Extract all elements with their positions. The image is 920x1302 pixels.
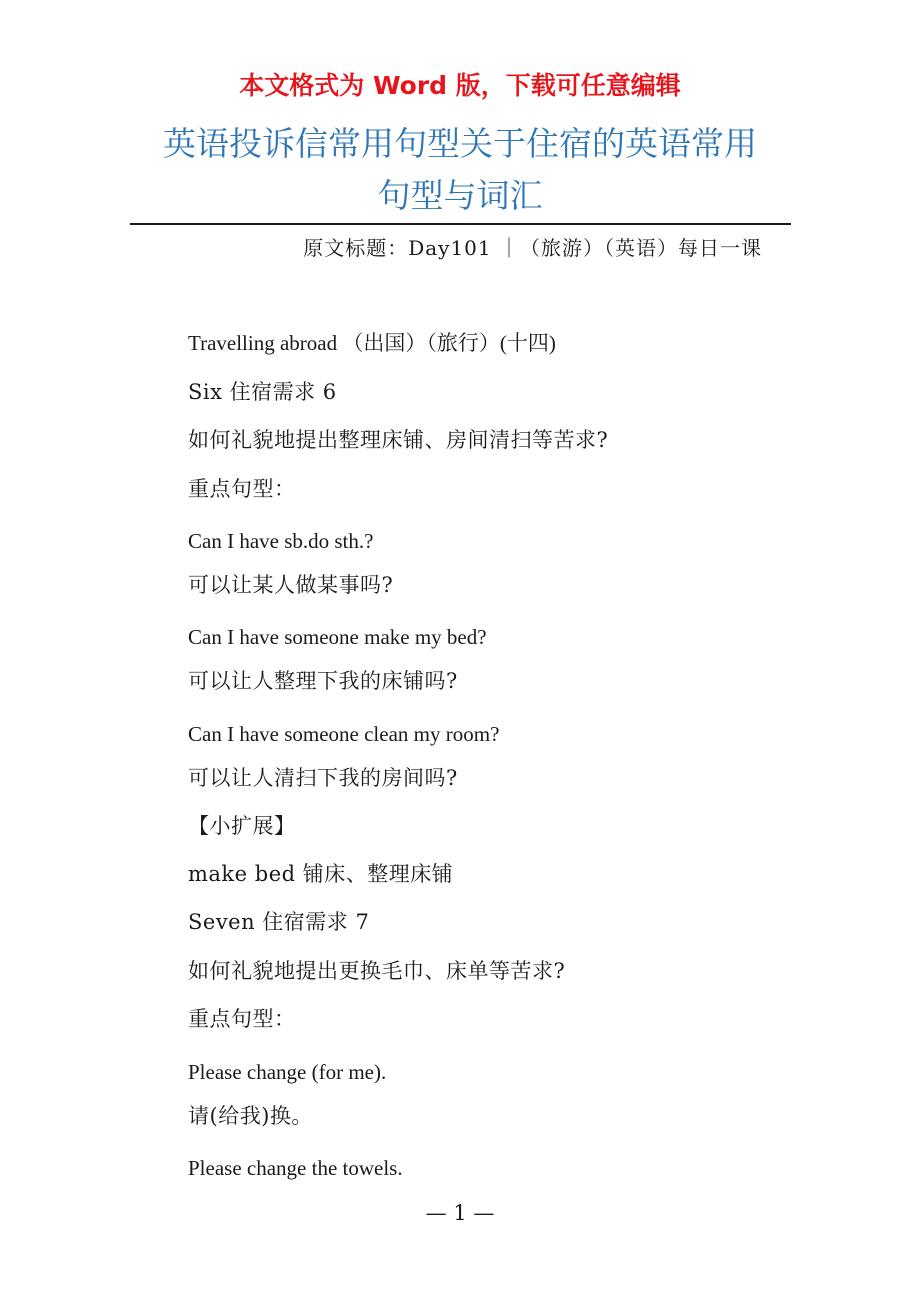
paragraph-line: 可以让某人做某事吗? xyxy=(188,573,394,597)
paragraph-line: make bed 铺床、整理床铺 xyxy=(188,862,454,886)
title-line-2: 句型与词汇 xyxy=(377,176,543,215)
paragraph-line: 重点句型： xyxy=(188,477,296,501)
paragraph-line: Can I have someone make my bed? xyxy=(188,625,487,649)
paragraph-line: Please change the towels. xyxy=(188,1156,403,1180)
paragraph-line: 重点句型： xyxy=(188,1007,296,1031)
format-banner: 本文格式为 Word 版，下载可任意编辑 xyxy=(239,71,681,100)
paragraph-line: Six 住宿需求 6 xyxy=(188,380,337,404)
paragraph-line: 如何礼貌地提出更换毛巾、床单等苦求? xyxy=(188,959,566,983)
paragraph-line: 【小扩展】 xyxy=(188,814,296,838)
paragraph-line: 请(给我)换。 xyxy=(188,1104,313,1128)
title-divider xyxy=(130,223,791,225)
paragraph-line: Travelling abroad （出国）（旅行）(十四) xyxy=(188,331,556,355)
title-line-1: 英语投诉信常用句型关于住宿的英语常用 xyxy=(163,124,757,163)
paragraph-line: Seven 住宿需求 7 xyxy=(188,910,370,934)
paragraph-line: Can I have someone clean my room? xyxy=(188,722,500,746)
original-title-note: 原文标题：Day101 ｜（旅游）（英语）每日一课 xyxy=(303,236,762,260)
paragraph-line: Can I have sb.do sth.? xyxy=(188,529,374,553)
paragraph-line: 如何礼貌地提出整理床铺、房间清扫等苦求? xyxy=(188,428,609,452)
paragraph-line: Please change (for me). xyxy=(188,1060,387,1084)
paragraph-line: 可以让人整理下我的床铺吗? xyxy=(188,669,458,693)
page-number: — 1 — xyxy=(425,1201,495,1225)
paragraph-line: 可以让人清扫下我的房间吗? xyxy=(188,766,458,790)
document-title xyxy=(120,118,800,222)
